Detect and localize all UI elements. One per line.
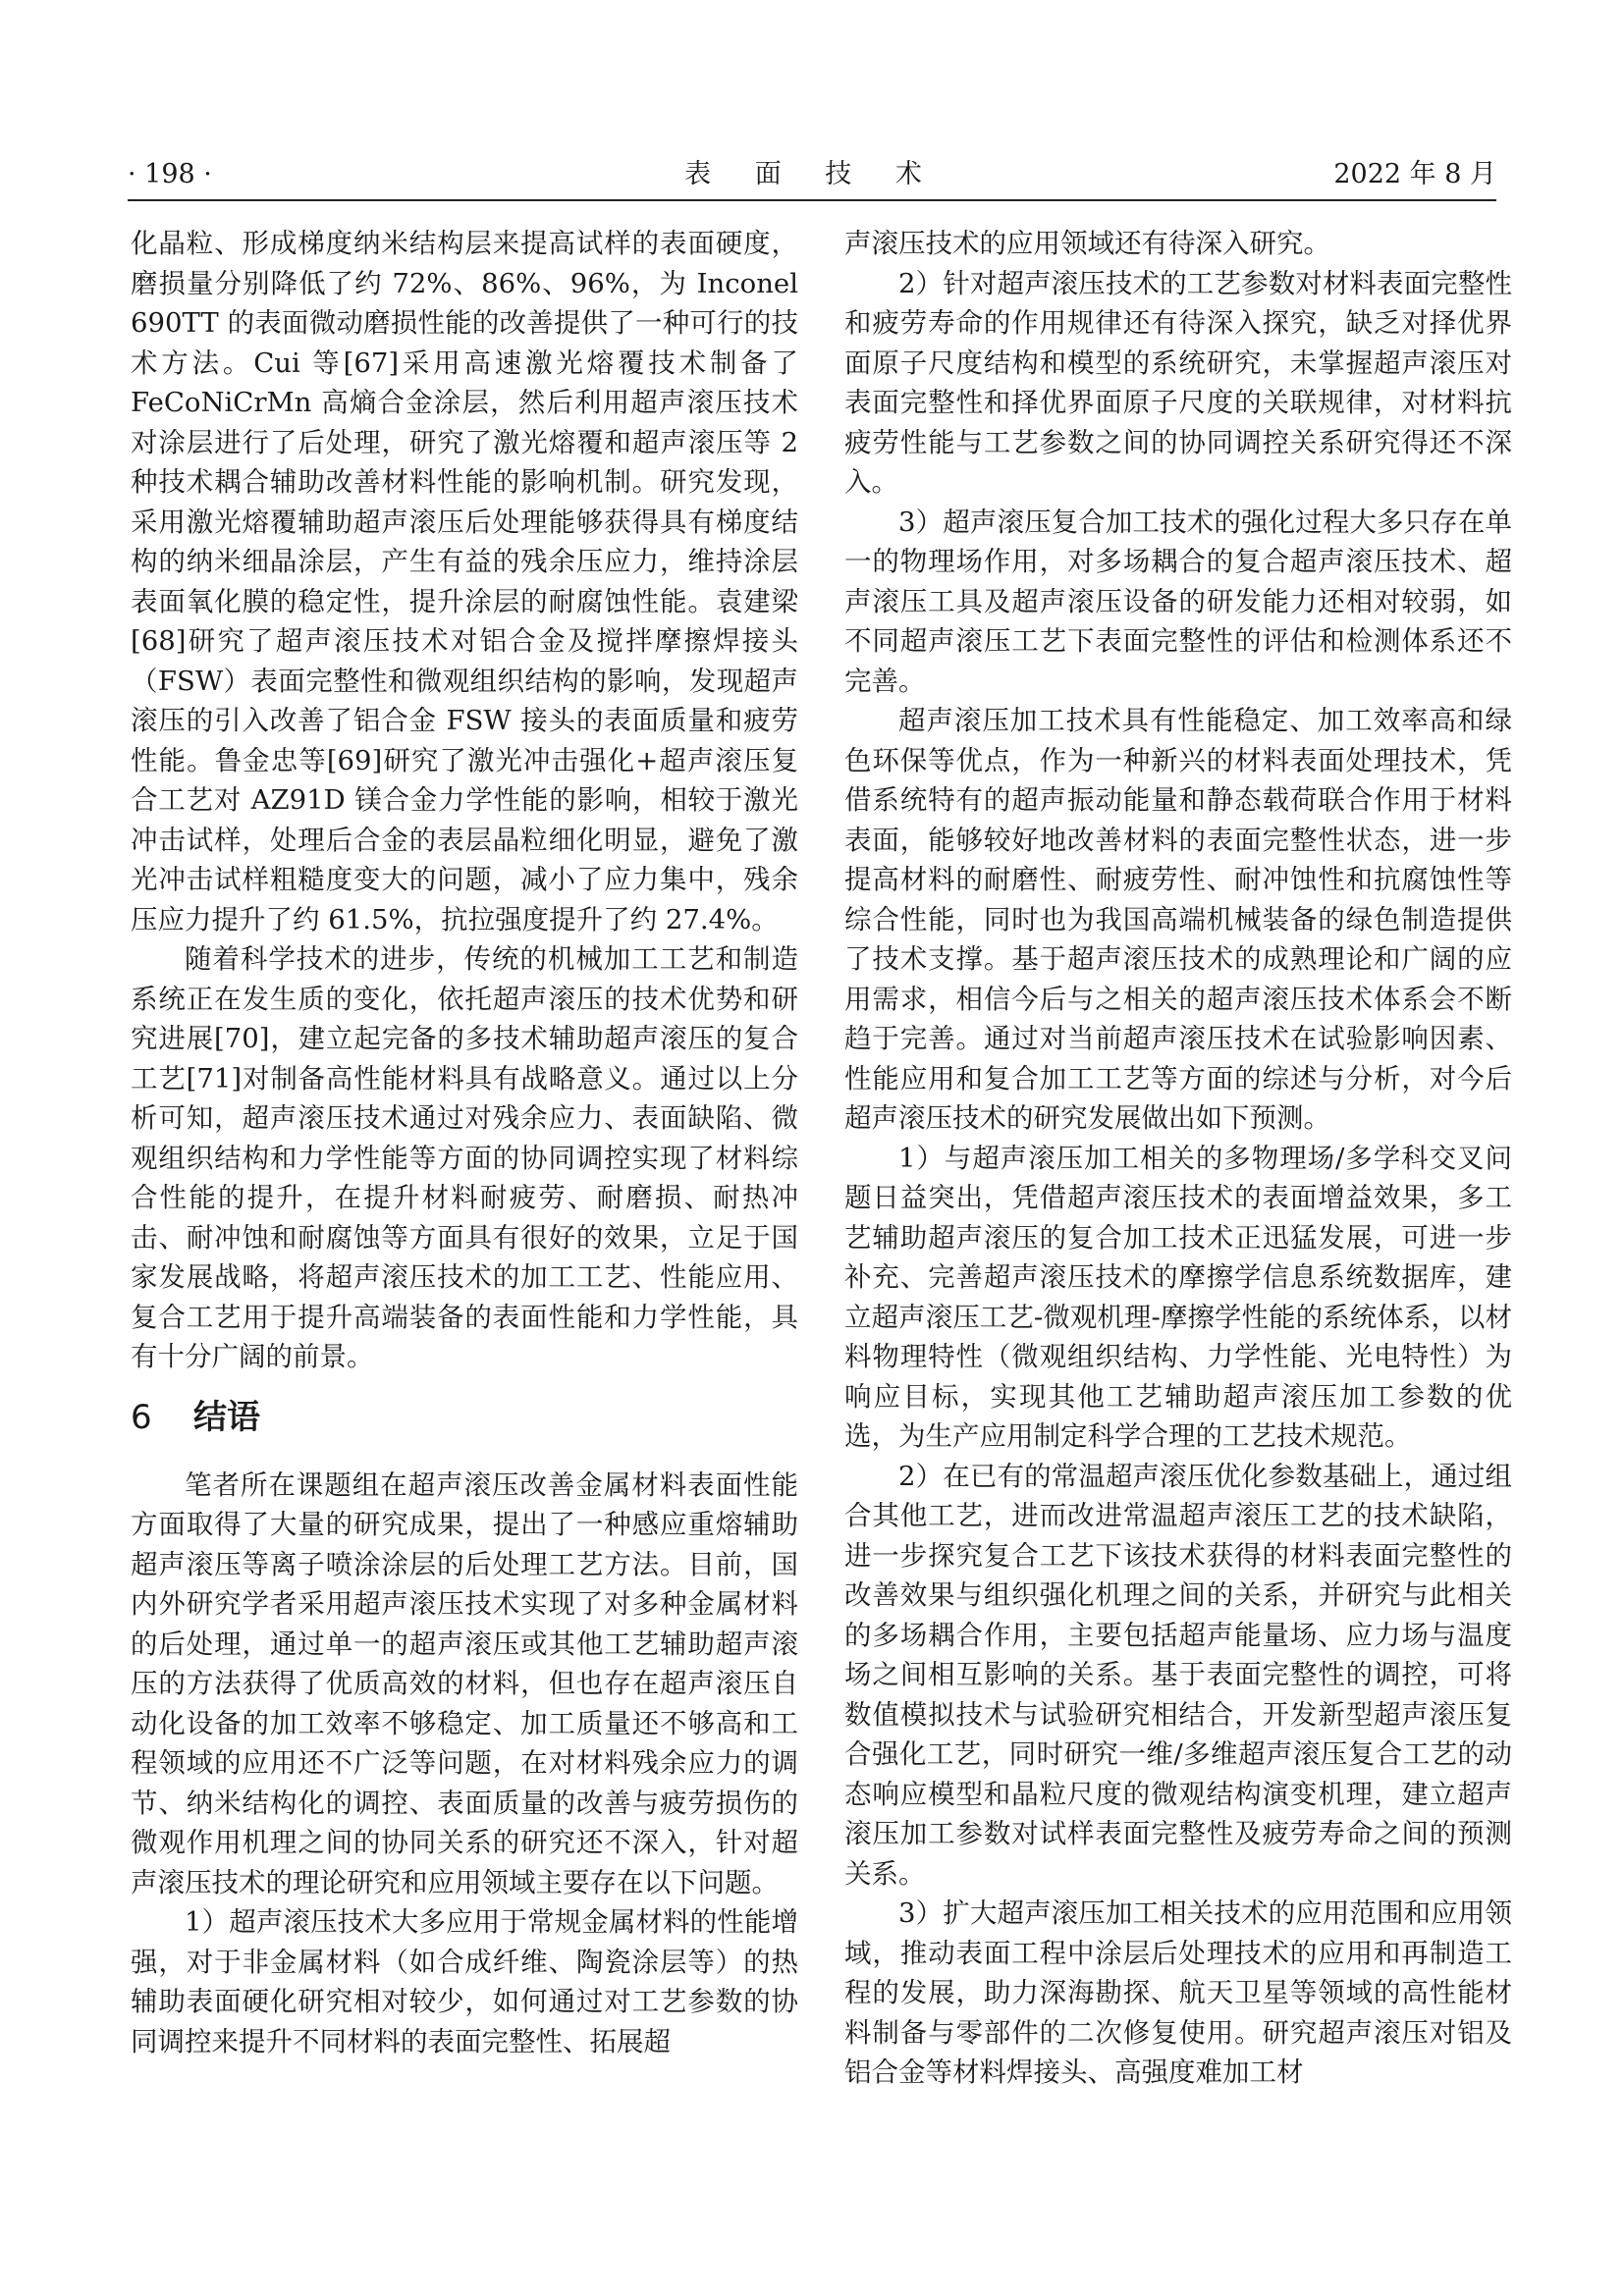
paragraph: 1）超声滚压技术大多应用于常规金属材料的性能增强，对于非金属材料（如合成纤维、陶瓷涂层等）的热辅助表面硬化研究相对较少，如何通过对工艺参数的协同调控来提升不同材料的表面完整性、拓展超 xyxy=(131,1906,798,2057)
section-number: 6 xyxy=(131,1397,152,1437)
page-header xyxy=(128,155,1496,194)
issue-date: 2022 年 8 月 xyxy=(1333,159,1496,189)
paragraph: 随着科学技术的进步，传统的机械加工工艺和制造系统正在发生质的变化，依托超声滚压的技术优势和研究进展[70]，建立起完备的多技术辅助超声滚压的复合工艺[71]对制备高性能材料具有战略意义。通过以上分析可知，超声滚压技术通过对残余应力、表面缺陷、微观组织结构和力学性能等方面的协同调控实现了材料综合性能的提升，在提升材料耐疲劳、耐磨损、耐热冲击、耐冲蚀和耐腐蚀等方面具有很好的效果，立足于国家发展战略，将超声滚压技术的加工工艺、性能应用、复合工艺用于提升高端装备的表面性能和力学性能，具有十分广阔的前景。 xyxy=(131,943,798,1372)
paragraph: 2）在已有的常温超声滚压优化参数基础上，通过组合其他工艺，进而改进常温超声滚压工艺的技术缺陷，进一步探究复合工艺下该技术获得的材料表面完整性的改善效果与组织强化机理之间的关系，并研究与此相关的多场耦合作用，主要包括超声能量场、应力场与温度场之间相互影响的关系。基于表面完整性的调控，可将数值模拟技术与试验研究相结合，开发新型超声滚压复合强化工艺，同时研究一维/多维超声滚压复合工艺的动态响应模型和晶粒尺度的微观结构演变机理，建立超声滚压加工参数对试样表面完整性及疲劳寿命之间的预测关系。 xyxy=(844,1460,1512,1890)
paragraph: 笔者所在课题组在超声滚压改善金属材料表面性能方面取得了大量的研究成果，提出了一种感应重熔辅助超声滚压等离子喷涂涂层的后处理工艺方法。目前，国内外研究学者采用超声滚压技术实现了对多种金属材料的后处理，通过单一的超声滚压或其他工艺辅助超声滚压的方法获得了优质高效的材料，但也存在超声滚压自动化设备的加工效率不够稳定、加工质量还不够高和工程领域的应用还不广泛等问题，在对材料残余应力的调节、纳米结构化的调控、表面质量的改善与疲劳损伤的微观作用机理之间的协同关系的研究还不深入，针对超声滚压技术的理论研究和应用领域主要存在以下问题。 xyxy=(131,1468,798,1898)
header-rule xyxy=(128,199,1496,201)
paragraph: 3）扩大超声滚压加工相关技术的应用范围和应用领域，推动表面工程中涂层后处理技术的应用和再制造工程的发展，助力深海勘探、航天卫星等领域的高性能材料制备与零部件的二次修复使用。研究超声滚压对铝及铝合金等材料焊接头、高强度难加工材 xyxy=(844,1897,1512,2088)
section-title: 结语 xyxy=(193,1397,260,1437)
paragraph: 声滚压技术的应用领域还有待深入研究。 xyxy=(844,228,1330,259)
paragraph: 1）与超声滚压加工相关的多物理场/多学科交叉问题日益突出，凭借超声滚压技术的表面增益效果，多工艺辅助超声滚压的复合加工技术正迅猛发展，可进一步补充、完善超声滚压技术的摩擦学信息系统数据库，建立超声滚压工艺-微观机理-摩擦学性能的系统体系，以材料物理特性（微观组织结构、力学性能、光电特性）为响应目标，实现其他工艺辅助超声滚压加工参数的优选，为生产应用制定科学合理的工艺技术规范。 xyxy=(844,1142,1512,1452)
page-number: · 198 · xyxy=(128,159,212,189)
paragraph: 2）针对超声滚压技术的工艺参数对材料表面完整性和疲劳寿命的作用规律还有待深入探究，缺乏对择优界面原子尺度结构和模型的系统研究，未掌握超声滚压对表面完整性和择优界面原子尺度的关联规律，对材料抗疲劳性能与工艺参数之间的协同调控关系研究得还不深入。 xyxy=(844,267,1512,498)
journal-title: 表 面 技 术 xyxy=(684,159,940,189)
paragraph: 化晶粒、形成梯度纳米结构层来提高试样的表面硬度，磨损量分别降低了约 72%、86%、96%，为 Inconel 690TT 的表面微动磨损性能的改善提供了一种可行的技术方法。Cui 等[67]采用高速激光熔覆技术制备了 FeCoNiCrMn 高熵合金涂层，然后利用超声滚压技术对涂层进行了后处理，研究了激光熔覆和超声滚压等 2 种技术耦合辅助改善材料性能的影响机制。研究发现，采用激光熔覆辅助超声滚压后处理能够获得具有梯度结构的纳米细晶涂层，产生有益的残余压应力，维持涂层表面氧化膜的稳定性，提升涂层的耐腐蚀性能。袁建梁[68]研究了超声滚压技术对铝合金及搅拌摩擦焊接头（FSW）表面完整性和微观组织结构的影响，发现超声滚压的引入改善了铝合金 FSW 接头的表面质量和疲劳性能。鲁金忠等[69]研究了激光冲击强化+超声滚压复合工艺对 AZ91D 镁合金力学性能的影响，相较于激光冲击试样，处理后合金的表层晶粒细化明显，避免了激光冲击试样粗糙度变大的问题，减小了应力集中，残余压应力提升了约 61.5%，抗拉强度提升了约 27.4%。 xyxy=(131,228,798,935)
paragraph: 3）超声滚压复合加工技术的强化过程大多只存在单一的物理场作用，对多场耦合的复合超声滚压技术、超声滚压工具及超声滚压设备的研发能力还相对较弱，如不同超声滚压工艺下表面完整性的评估和检测体系还不完善。 xyxy=(844,506,1512,697)
paragraph: 超声滚压加工技术具有性能稳定、加工效率高和绿色环保等优点，作为一种新兴的材料表面处理技术，凭借系统特有的超声振动能量和静态载荷联合作用于材料表面，能够较好地改善材料的表面完整性状态，进一步提高材料的耐磨性、耐疲劳性、耐冲蚀性和抗腐蚀性等综合性能，同时也为我国高端机械装备的绿色制造提供了技术支撑。基于超声滚压技术的成熟理论和广阔的应用需求，相信今后与之相关的超声滚压技术体系会不断趋于完善。通过对当前超声滚压技术在试验影响因素、性能应用和复合加工工艺等方面的综述与分析，对今后超声滚压技术的研究发展做出如下预测。 xyxy=(844,705,1512,1134)
section-heading xyxy=(131,1393,798,1442)
left-column xyxy=(131,224,798,2061)
right-column xyxy=(844,224,1512,2093)
